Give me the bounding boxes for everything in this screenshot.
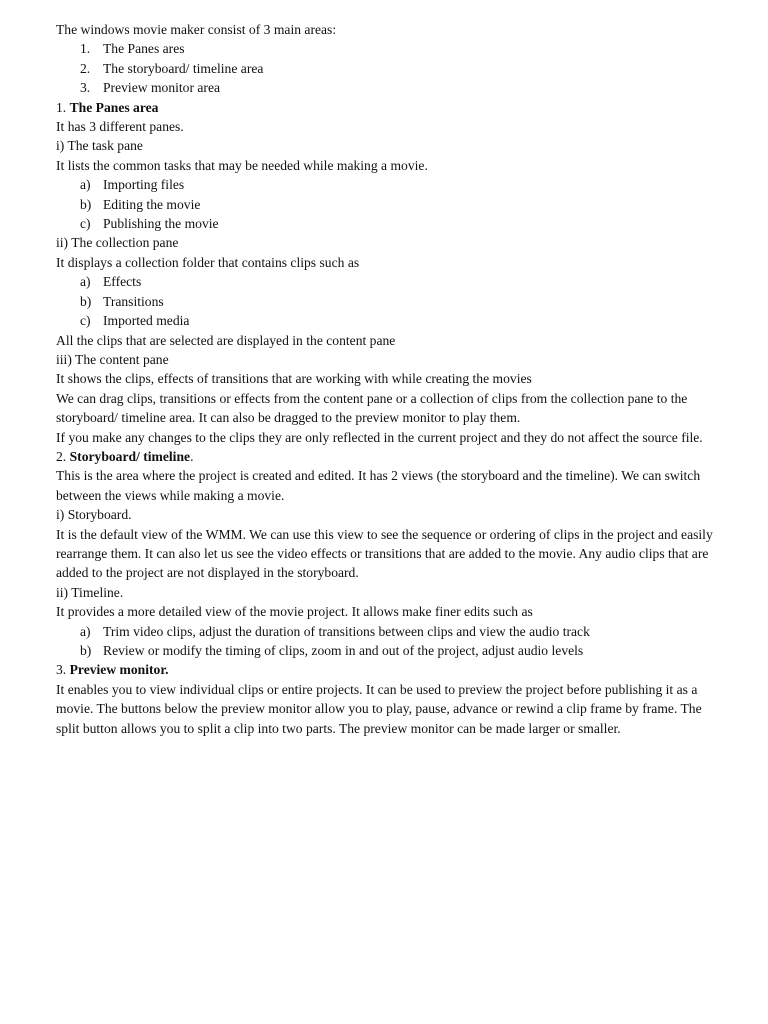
paragraph: It enables you to view individual clips or entire projects. It can be used to preview the project before publishing it as a movie. The buttons below the preview monitor allow you to play, pause, advance or rewind a clip frame by frame. The split button allows you to split a clip into two parts. The preview monitor can be made larger or smaller. [56, 681, 702, 736]
paragraph: It provides a more detailed view of the movie project. It allows make finer edits such as [56, 604, 533, 620]
paragraph: It is the default view of the WMM. We can use this view to see the sequence or ordering of clips in the project and easily rearrange them. It can also let us see the video effects or transitions that are added to the movie. Any audio clips that are added to the project are not displayed in the storyboard. [56, 526, 713, 581]
list-marker: c) [80, 313, 91, 329]
list-item-text: Publishing the movie [103, 216, 219, 232]
list-item [56, 195, 726, 214]
list-item-text: Importing files [103, 177, 185, 193]
list-item-text: The Panes ares [103, 41, 185, 57]
list-item [56, 59, 726, 78]
list-item-text: Transitions [103, 293, 164, 309]
list-marker: a) [80, 177, 91, 193]
section-number: 3. [56, 662, 67, 678]
list-item-text: Trim video clips, adjust the duration of transitions between clips and view the audio track [103, 623, 590, 639]
list-item-text: Effects [103, 274, 142, 290]
list-item [56, 622, 726, 641]
list-marker: b) [80, 196, 92, 212]
paragraph: It shows the clips, effects of transitions that are working with while creating the movies [56, 371, 532, 387]
subheading: ii) The collection pane [56, 235, 179, 251]
paragraph: It displays a collection folder that contains clips such as [56, 254, 360, 270]
section-number: 1. [56, 99, 67, 115]
list-item [56, 214, 726, 233]
list-item-text: Preview monitor area [103, 80, 221, 96]
section-title: Storyboard/ timeline [69, 448, 191, 464]
list-item-text: Imported media [103, 313, 190, 329]
list-marker: a) [80, 274, 91, 290]
paragraph: It lists the common tasks that may be needed while making a movie. [56, 157, 428, 173]
list-marker: c) [80, 216, 91, 232]
list-item [56, 311, 726, 330]
paragraph: This is the area where the project is created and edited. It has 2 views (the storyboard and the timeline). We can switch between the views while making a movie. [56, 468, 701, 503]
paragraph: It has 3 different panes. [56, 119, 184, 135]
list-item [56, 175, 726, 194]
subheading: iii) The content pane [56, 351, 169, 367]
list-item-text: Editing the movie [103, 196, 201, 212]
list-item [56, 641, 726, 660]
list-item [56, 292, 726, 311]
section-heading [56, 447, 726, 466]
section-heading [56, 660, 726, 679]
list-item [56, 39, 726, 58]
section-title: The Panes area [69, 99, 159, 115]
list-marker: b) [80, 293, 92, 309]
subheading: ii) Timeline. [56, 584, 124, 600]
list-item [56, 78, 726, 97]
list-item [56, 272, 726, 291]
list-marker: a) [80, 623, 91, 639]
paragraph: If you make any changes to the clips they are only reflected in the current project and they do not affect the source file. [56, 429, 703, 445]
list-item-text: The storyboard/ timeline area [103, 60, 264, 76]
paragraph: We can drag clips, transitions or effects from the content pane or a collection of clips from the collection pane to the storyboard/ timeline area. It can also be dragged to the preview monitor to play them. [56, 390, 688, 426]
subheading: i) Storyboard. [56, 507, 132, 523]
list-item-text: Review or modify the timing of clips, zoom in and out of the project, adjust audio levels [103, 643, 584, 658]
list-marker: 1. [80, 41, 91, 57]
section-heading [56, 98, 726, 117]
section-title: Preview monitor. [69, 662, 169, 678]
section-number: 2. [56, 448, 67, 464]
list-marker: 2. [80, 60, 91, 76]
list-marker: b) [80, 643, 92, 658]
document-body [56, 20, 726, 738]
intro-text: The windows movie maker consist of 3 main areas: [56, 22, 337, 37]
section-title-punct: . [190, 448, 194, 464]
list-marker: 3. [80, 80, 91, 96]
paragraph: All the clips that are selected are displayed in the content pane [56, 332, 396, 348]
subheading: i) The task pane [56, 138, 143, 154]
